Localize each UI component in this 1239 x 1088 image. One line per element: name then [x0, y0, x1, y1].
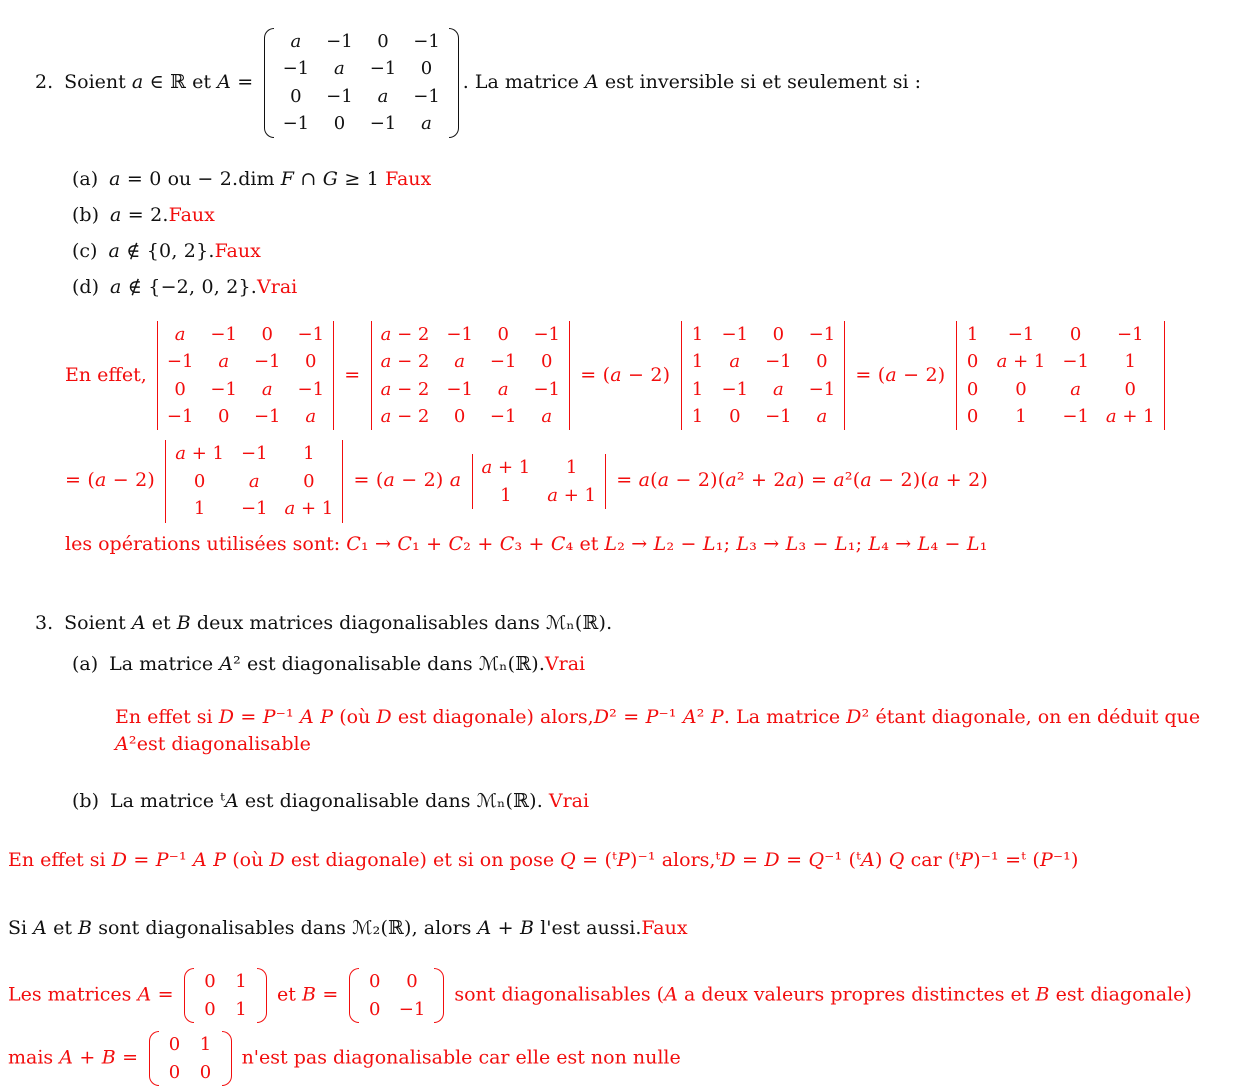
matrix-cell: 0 — [168, 1061, 181, 1083]
matrix — [149, 1031, 232, 1086]
matrix-cell: 0 — [453, 405, 466, 427]
matrix-cell: 1 — [966, 323, 979, 345]
matrix-cell: 1 — [1124, 351, 1136, 373]
text-run: . — [606, 611, 613, 634]
math-run: = (a − 2) — [574, 363, 677, 386]
math-run: ℳₙ(ℝ) — [545, 611, 607, 634]
text-run: est diagonalisable — [136, 732, 311, 755]
matrix-cell: 0 — [204, 998, 216, 1020]
determinant-bar-right — [1164, 321, 1165, 431]
text-run: La matrice — [110, 789, 221, 812]
text-run: mais — [8, 1046, 60, 1069]
question-2 — [35, 26, 1239, 140]
math-run: D = P⁻¹ A P — [218, 705, 334, 728]
item-label: (a) — [72, 167, 99, 190]
matrix-cell: a — [261, 378, 273, 400]
text-run: Les matrices — [8, 983, 138, 1006]
matrix-cell: 1 — [193, 498, 206, 520]
verdict: Faux — [214, 239, 261, 262]
verdict: Faux — [379, 167, 432, 190]
matrix-cell: 0 — [729, 405, 741, 427]
matrix-cell: −1 — [489, 351, 517, 373]
text-run: et — [145, 611, 177, 634]
matrix-cell: 0 — [193, 470, 206, 492]
matrix-cell: a — [218, 351, 230, 373]
matrix-cell: a + 1 — [284, 498, 334, 520]
matrix-cell: −1 — [369, 58, 397, 80]
math-run: = (a − 2) — [65, 469, 162, 492]
paren-left — [349, 968, 359, 1023]
matrix-cell: 0 — [420, 58, 433, 80]
matrix-cell: 0 — [541, 351, 553, 373]
matrix-cell: 1 — [1015, 405, 1027, 427]
matrix-cell: −1 — [326, 85, 353, 107]
text-run: et — [47, 917, 79, 940]
text-run: sont diagonalisables ( — [448, 983, 665, 1006]
matrix-cell: 0 — [369, 998, 381, 1020]
answer-c — [72, 238, 1239, 265]
q3-answer-b — [72, 788, 1239, 815]
text-run: est diagonale) et si on pose — [284, 848, 561, 871]
text-run: En effet si — [115, 705, 219, 728]
math-run: B — [78, 917, 93, 940]
math-run: a ∉ {0, 2}. — [108, 239, 215, 262]
item-label: 3. — [35, 611, 54, 634]
math-run: A = — [137, 983, 180, 1006]
text-run: les opérations utilisées sont: — [65, 532, 347, 555]
matrix-cell: −1 — [765, 405, 792, 427]
text-run: Soient — [64, 611, 132, 634]
matrix-cell: 1 — [691, 405, 704, 427]
matrix-cell: 0 — [261, 323, 273, 345]
matrix-cell: a − 2 — [380, 351, 430, 373]
determinant — [371, 321, 570, 431]
matrix-cell: 0 — [199, 1061, 212, 1083]
math-run: A² — [219, 652, 241, 675]
matrix-cell: −1 — [282, 113, 310, 135]
text-run: et — [186, 70, 218, 93]
matrix-cell: −1 — [326, 31, 353, 52]
matrix-cell: 0 — [174, 378, 186, 400]
text-run: et — [573, 532, 605, 555]
paren-right — [222, 1031, 232, 1086]
matrix-cell: −1 — [297, 323, 325, 345]
math-run: A + B — [477, 917, 535, 940]
determinant — [956, 321, 1165, 431]
item-label: 2. — [35, 70, 54, 93]
math-run: a = 0 — [109, 167, 162, 190]
matrix-cell: −1 — [297, 378, 325, 400]
math-run: C₁ → C₁ + C₂ + C₃ + C₄ — [346, 532, 574, 555]
matrix-cell: −1 — [765, 351, 792, 373]
math-run: = (a − 2) — [849, 363, 952, 386]
math-run: A — [33, 917, 48, 940]
determinant — [157, 321, 334, 431]
matrix-cell: −1 — [533, 378, 561, 400]
matrix-cell: −1 — [721, 378, 749, 400]
matrix-cell: −1 — [446, 323, 473, 345]
matrix-cell: 0 — [497, 323, 509, 345]
math-run: = a(a − 2)(a² + 2a) = a²(a − 2)(a + 2) — [609, 469, 989, 492]
math-run: ℳ₂(ℝ) — [352, 917, 412, 940]
text-run: La matrice — [730, 705, 847, 728]
text-run: dim — [238, 167, 275, 190]
item-label: (b) — [72, 789, 99, 812]
item-label: (a) — [72, 652, 99, 675]
matrix-cell: −1 — [808, 323, 836, 345]
answer-a — [72, 166, 1239, 193]
math-run: D² = P⁻¹ A² P. — [593, 705, 731, 728]
paren-right — [434, 968, 444, 1023]
q3-answer-a — [72, 651, 1239, 678]
matrix-cell: a − 2 — [380, 323, 430, 345]
matrix-cell: 0 — [966, 378, 979, 400]
determinant — [472, 454, 606, 509]
verdict: Vrai — [544, 652, 586, 675]
text-run: n'est pas diagonalisable car elle est non nulle — [235, 1046, 681, 1069]
text-run: et — [271, 983, 302, 1006]
math-run: D² — [846, 705, 870, 728]
matrix-cell: −1 — [240, 443, 268, 465]
math-run: a ∉ {−2, 0, 2}. — [110, 275, 258, 298]
matrix-cell: a − 2 — [380, 405, 430, 427]
matrix-cell: 1 — [235, 998, 247, 1020]
matrix-cell: 0 — [1015, 378, 1027, 400]
math-run: B = — [301, 983, 345, 1006]
verdict: Vrai — [257, 275, 298, 298]
math-run: L₂ → L₂ − L₁; L₃ → L₃ − L₁; L₄ → L₄ − L₁ — [604, 532, 988, 555]
math-run: A — [584, 70, 599, 93]
matrix-cell: −1 — [282, 58, 310, 80]
matrix-cell: 0 — [333, 113, 346, 135]
item-label: (d) — [72, 275, 99, 298]
matrix-cell: −1 — [240, 498, 268, 520]
matrix-cell: a — [497, 378, 509, 400]
matrix-cell: 0 — [406, 971, 418, 993]
math-run: A² — [115, 732, 137, 755]
math-run: ᵗA — [220, 789, 239, 812]
matrix-cell: 1 — [199, 1034, 212, 1056]
matrix-cell: 1 — [235, 971, 247, 993]
matrix-cell: a — [454, 351, 466, 373]
matrix-cell: −1 — [166, 405, 194, 427]
matrix-cell: −1 — [721, 323, 749, 345]
matrix-cell: a − 2 — [380, 378, 430, 400]
matrix — [349, 968, 445, 1023]
determinant — [681, 321, 846, 431]
math-run: F ∩ G ≥ 1 — [280, 167, 380, 190]
matrix-cell: 0 — [168, 1034, 181, 1056]
text-run: alors, — [655, 848, 716, 871]
matrix-cell: −1 — [808, 378, 836, 400]
verdict: Faux — [168, 203, 215, 226]
matrix-cell: a — [334, 58, 345, 80]
matrix-cell: −1 — [1117, 323, 1144, 345]
math-run: ℳₙ(ℝ) — [478, 652, 539, 675]
answer-b — [72, 202, 1239, 229]
paren-left — [149, 1031, 159, 1086]
determinant-line-2 — [65, 438, 1239, 524]
text-run: est diagonalisable dans — [238, 789, 477, 812]
matrix-cell: 1 — [691, 378, 704, 400]
math-run: = (a − 2) a — [347, 469, 462, 492]
text-run: étant diagonale, on en déduit que — [869, 705, 1201, 728]
matrix-cell: 0 — [1069, 323, 1082, 345]
operations-note — [65, 531, 1239, 558]
matrix-cell: a + 1 — [481, 457, 531, 479]
matrix-cell: a — [816, 405, 828, 427]
text-run: , alors — [411, 917, 478, 940]
text-run: (où — [333, 705, 377, 728]
matrix-cell: a — [290, 31, 302, 52]
math-run: A + B = — [59, 1046, 145, 1069]
text-run: En effet, — [65, 363, 153, 386]
paren-left — [264, 28, 274, 138]
matrix-cell: −1 — [398, 998, 426, 1020]
matrix-cell: 1 — [500, 484, 512, 506]
text-run: deux matrices diagonalisables dans — [190, 611, 546, 634]
paren-right — [257, 968, 267, 1023]
matrix-cell: −1 — [369, 113, 397, 135]
matrix-cell: 1 — [691, 351, 704, 373]
verdict: Faux — [641, 917, 688, 940]
q3b-justification — [8, 847, 1239, 874]
item-label: (b) — [72, 203, 99, 226]
matrix-cell: −1 — [253, 405, 281, 427]
text-run: est diagonale) — [1049, 983, 1192, 1006]
matrix-cell: a + 1 — [996, 351, 1046, 373]
text-run: car — [904, 848, 948, 871]
math-run: ᵗD = D = Q⁻¹ (ᵗA) Q — [715, 848, 905, 871]
matrix-cell: a — [772, 378, 784, 400]
math-run: a ∈ ℝ — [131, 70, 187, 93]
question-3 — [35, 610, 1239, 637]
matrix-cell: 0 — [966, 351, 979, 373]
math-run: B — [1035, 983, 1050, 1006]
text-run: La matrice — [109, 652, 220, 675]
matrix-cell: −1 — [489, 405, 517, 427]
verdict: Vrai — [548, 789, 590, 812]
text-run: En effet si — [8, 848, 112, 871]
matrix — [264, 28, 459, 138]
text-run: l'est aussi. — [534, 917, 642, 940]
matrix-cell: a — [421, 113, 432, 135]
matrix-cell: −1 — [210, 323, 237, 345]
q3a-justification — [115, 704, 1237, 758]
counterexample-line-1 — [8, 966, 1239, 1025]
matrix-cell: 0 — [305, 351, 317, 373]
text-run: . La matrice — [462, 70, 585, 93]
determinant-bar-right — [333, 321, 334, 431]
text-run: est diagonalisable dans — [240, 652, 479, 675]
text-run: a deux valeurs propres distinctes et — [678, 983, 1036, 1006]
matrix-cell: −1 — [413, 85, 440, 107]
matrix-cell: 1 — [303, 443, 315, 465]
determinant-line-1 — [65, 319, 1239, 433]
matrix — [184, 968, 267, 1023]
text-run: (où — [226, 848, 270, 871]
matrix-cell: a — [174, 323, 186, 345]
matrix-cell: 0 — [772, 323, 785, 345]
determinant-bar-right — [605, 454, 606, 509]
math-run: A — [131, 611, 146, 634]
matrix-cell: 0 — [369, 971, 381, 993]
text-run: . — [538, 652, 545, 675]
matrix-cell: a — [248, 470, 260, 492]
determinant — [165, 440, 343, 522]
matrix-cell: a + 1 — [175, 443, 224, 465]
item-label: (c) — [72, 239, 98, 262]
matrix-cell: −1 — [413, 31, 440, 52]
math-run: D = P⁻¹ A P — [111, 848, 227, 871]
matrix-cell: 1 — [691, 323, 704, 345]
matrix-cell: −1 — [533, 323, 561, 345]
text-run: est diagonale) alors, — [391, 705, 594, 728]
determinant-bar-right — [569, 321, 570, 431]
math-run: A = — [217, 70, 260, 93]
matrix-cell: a + 1 — [547, 484, 596, 506]
math-run: a = 2. — [110, 203, 169, 226]
matrix-cell: −1 — [1062, 351, 1089, 373]
math-run: (ᵗP)⁻¹ =ᵗ (P⁻¹) — [947, 848, 1079, 871]
matrix-cell: −1 — [253, 351, 281, 373]
matrix-cell: 0 — [217, 405, 230, 427]
determinant-bar-right — [342, 440, 343, 522]
matrix-cell: 0 — [966, 405, 979, 427]
math-run: Q = (ᵗP)⁻¹ — [560, 848, 656, 871]
statement-sum-diagonalisable — [8, 915, 1239, 942]
text-run: sont diagonalisables dans — [92, 917, 353, 940]
matrix-cell: 0 — [290, 85, 302, 107]
matrix-cell: a — [541, 405, 553, 427]
matrix-cell: a — [305, 405, 317, 427]
determinant-bar-right — [844, 321, 845, 431]
matrix-cell: a — [377, 85, 389, 107]
matrix-cell: 0 — [377, 31, 389, 52]
math-run: D — [376, 705, 392, 728]
matrix-cell: −1 — [1007, 323, 1035, 345]
text-run: est inversible si et seulement si : — [598, 70, 922, 93]
matrix-cell: −1 — [1062, 405, 1089, 427]
matrix-cell: −1 — [446, 378, 473, 400]
matrix-cell: a — [1070, 378, 1082, 400]
math-run: ℳₙ(ℝ) — [476, 789, 537, 812]
matrix-cell: 0 — [1124, 378, 1136, 400]
answer-d — [72, 274, 1239, 301]
paren-left — [184, 968, 194, 1023]
paren-right — [449, 28, 459, 138]
text-run: ou — [161, 167, 198, 190]
math-run: B — [176, 611, 191, 634]
matrix-cell: −1 — [210, 378, 237, 400]
math-run: − 2. — [197, 167, 239, 190]
matrix-cell: 0 — [204, 971, 216, 993]
matrix-cell: a + 1 — [1105, 405, 1155, 427]
text-run: Soient — [64, 70, 132, 93]
math-run: D — [269, 848, 285, 871]
counterexample-line-2 — [8, 1029, 1239, 1088]
matrix-cell: −1 — [166, 351, 194, 373]
matrix-cell: 0 — [816, 351, 828, 373]
text-run: Si — [8, 917, 34, 940]
matrix-cell: 1 — [565, 457, 578, 479]
math-run: = — [338, 363, 367, 386]
math-run: A — [664, 983, 679, 1006]
matrix-cell: 0 — [303, 470, 315, 492]
text-run: . — [536, 789, 549, 812]
matrix-cell: a — [729, 351, 741, 373]
